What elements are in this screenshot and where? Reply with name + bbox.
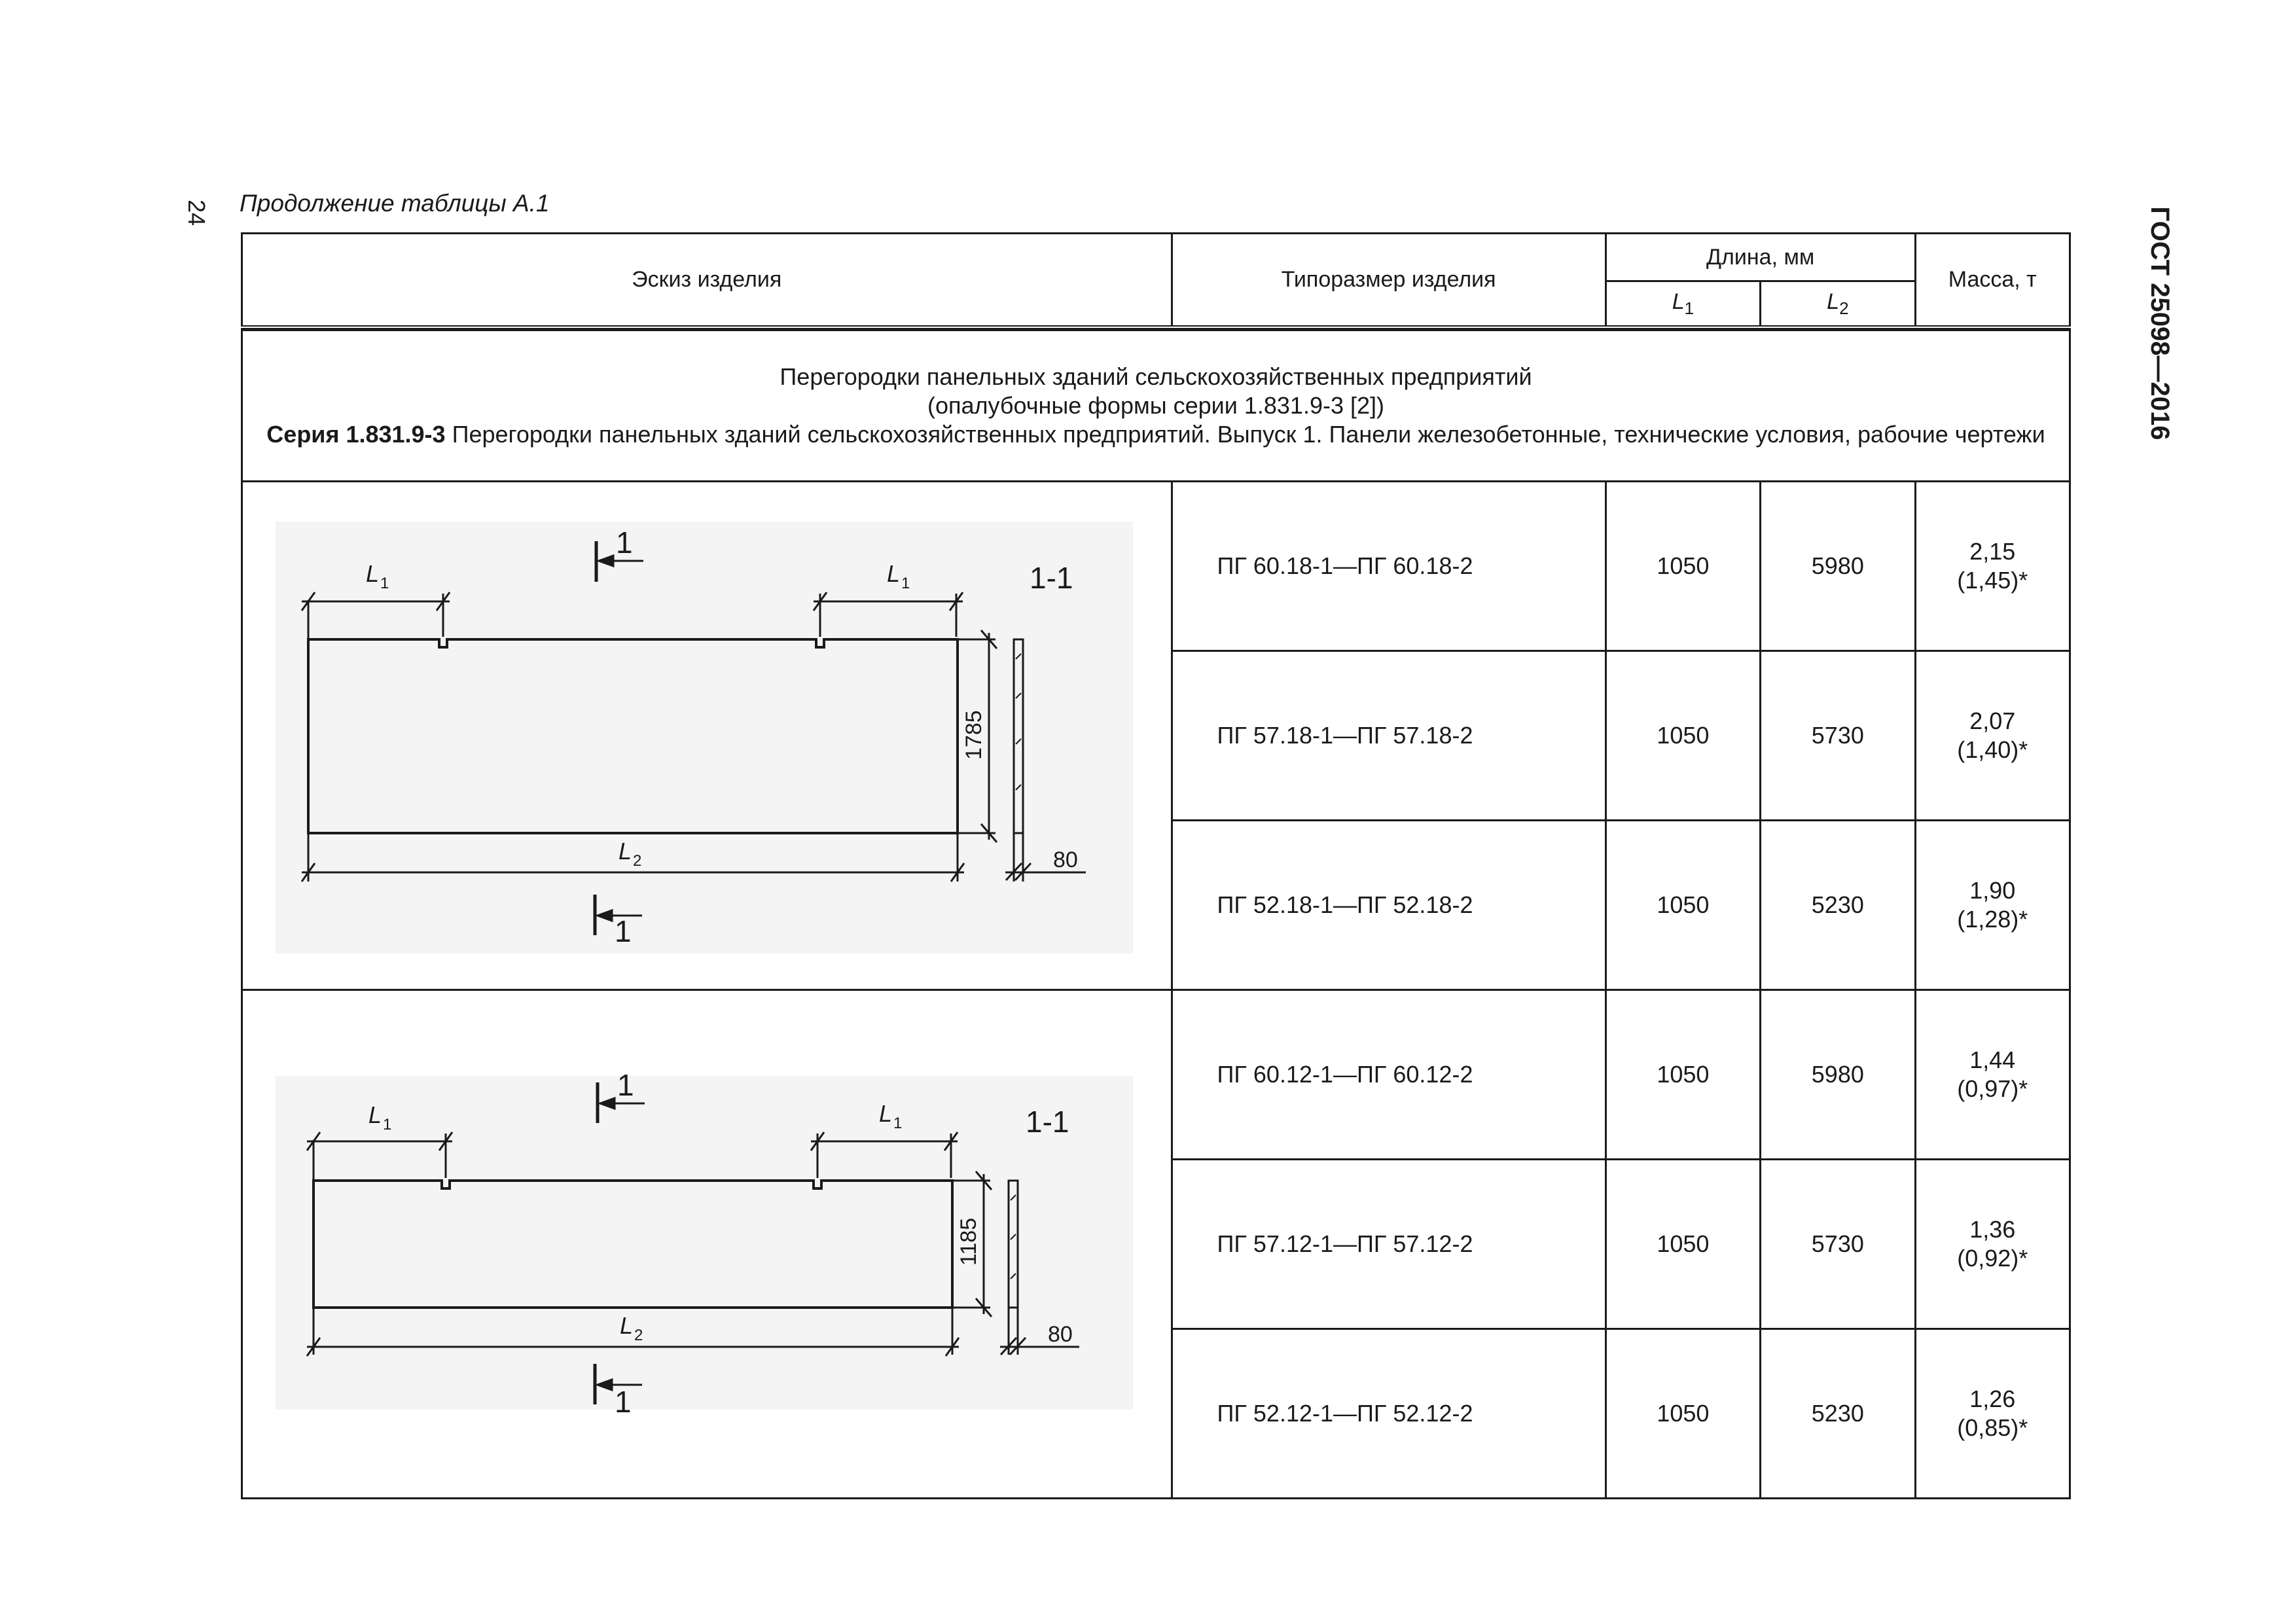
type-size: ПГ 57.12-1—ПГ 57.12-2 [1172,1160,1605,1329]
mass-value [1915,651,2070,821]
mass-value [1915,1329,2070,1499]
l1-value: 1050 [1605,1329,1760,1499]
cut-label-bottom: 1 [615,914,632,948]
l1-left-sub: 1 [383,1116,392,1133]
mass-alt: (0,92)* [1957,1245,2028,1272]
l2-value: 5730 [1761,651,1915,821]
header-l1-sub: 1 [1684,298,1695,318]
cut-label-top: 1 [617,1068,634,1102]
l1-left-sub: 1 [380,575,389,592]
section-heading [242,330,2070,482]
l1-right-label: L [887,560,901,587]
panel-sketch-1185 [243,991,1171,1497]
mass-main: 1,90 [1969,877,2016,904]
mass-value [1915,990,2070,1160]
header-type-size: Типоразмер изделия [1172,234,1605,328]
series-description: Перегородки панельных зданий сельскохозяйственных предприятий. Выпуск 1. Панели железобетонные, технические условия, рабочие чертежи [445,421,2045,448]
mass-alt: (1,40)* [1957,736,2028,763]
table-row [242,990,2070,1160]
mass-value [1915,482,2070,651]
l1-value: 1050 [1605,651,1760,821]
header-l2-letter: L [1827,289,1840,314]
type-size: ПГ 60.18-1—ПГ 60.18-2 [1172,482,1605,651]
products-table [241,232,2071,1499]
mass-alt: (1,45)* [1957,567,2028,594]
l2-value: 5230 [1761,1329,1915,1499]
l2-value: 5980 [1761,990,1915,1160]
l2-value: 5980 [1761,482,1915,651]
l1-value: 1050 [1605,990,1760,1160]
l2-label: L [619,838,632,865]
height-dimension: 1185 [956,1217,981,1266]
mass-alt: (0,85)* [1957,1414,2028,1441]
l1-right-sub: 1 [901,575,910,592]
cut-label-bottom: 1 [615,1385,632,1419]
header-mass: Масса, т [1915,234,2070,328]
section-line-1: Перегородки панельных зданий сельскохозяйственных предприятий [780,363,1532,390]
height-dimension: 1785 [961,710,986,760]
l1-value: 1050 [1605,482,1760,651]
l1-left-label: L [368,1101,382,1128]
type-size: ПГ 57.18-1—ПГ 57.18-2 [1172,651,1605,821]
header-l1-letter: L [1672,289,1685,314]
thickness-dimension: 80 [1053,847,1078,872]
mass-main: 2,07 [1969,707,2016,734]
series-code: Серия 1.831.9-3 [266,421,446,448]
section-label: 1-1 [1030,561,1073,595]
sketch-cell-2 [242,990,1172,1499]
l1-right-label: L [879,1100,893,1127]
mass-value [1915,1160,2070,1329]
header-sketch: Эскиз изделия [242,234,1172,328]
l1-value: 1050 [1605,1160,1760,1329]
l2-label: L [620,1312,634,1339]
table-caption: Продолжение таблицы А.1 [240,190,550,217]
header-length: Длина, мм [1605,234,1915,281]
sketch-cell-1 [242,482,1172,990]
mass-main: 1,26 [1969,1385,2016,1412]
thickness-dimension: 80 [1048,1322,1073,1347]
type-size: ПГ 52.12-1—ПГ 52.12-2 [1172,1329,1605,1499]
table-row [242,482,2070,651]
l2-sub: 2 [633,852,642,870]
l2-value: 5230 [1761,821,1915,990]
panel-sketch-1785 [243,482,1171,989]
l1-value: 1050 [1605,821,1760,990]
page-number: 24 [183,199,210,226]
type-size: ПГ 60.12-1—ПГ 60.12-2 [1172,990,1605,1160]
mass-main: 1,36 [1969,1216,2016,1243]
mass-main: 1,44 [1969,1046,2016,1073]
header-l2 [1761,281,1915,328]
mass-main: 2,15 [1969,538,2016,565]
mass-alt: (1,28)* [1957,906,2028,933]
mass-alt: (0,97)* [1957,1075,2028,1102]
header-l2-sub: 2 [1839,298,1849,318]
section-series [256,420,2056,449]
l1-left-label: L [366,560,380,587]
standard-designation: ГОСТ 25098—2016 [2145,206,2174,440]
type-size: ПГ 52.18-1—ПГ 52.18-2 [1172,821,1605,990]
mass-value [1915,821,2070,990]
section-label: 1-1 [1026,1105,1069,1139]
section-line-2: (опалубочные формы серии 1.831.9-3 [2]) [927,392,1384,419]
l2-value: 5730 [1761,1160,1915,1329]
l2-sub: 2 [634,1327,643,1344]
cut-label-top: 1 [616,526,633,560]
l1-right-sub: 1 [893,1115,903,1132]
header-l1 [1605,281,1760,328]
